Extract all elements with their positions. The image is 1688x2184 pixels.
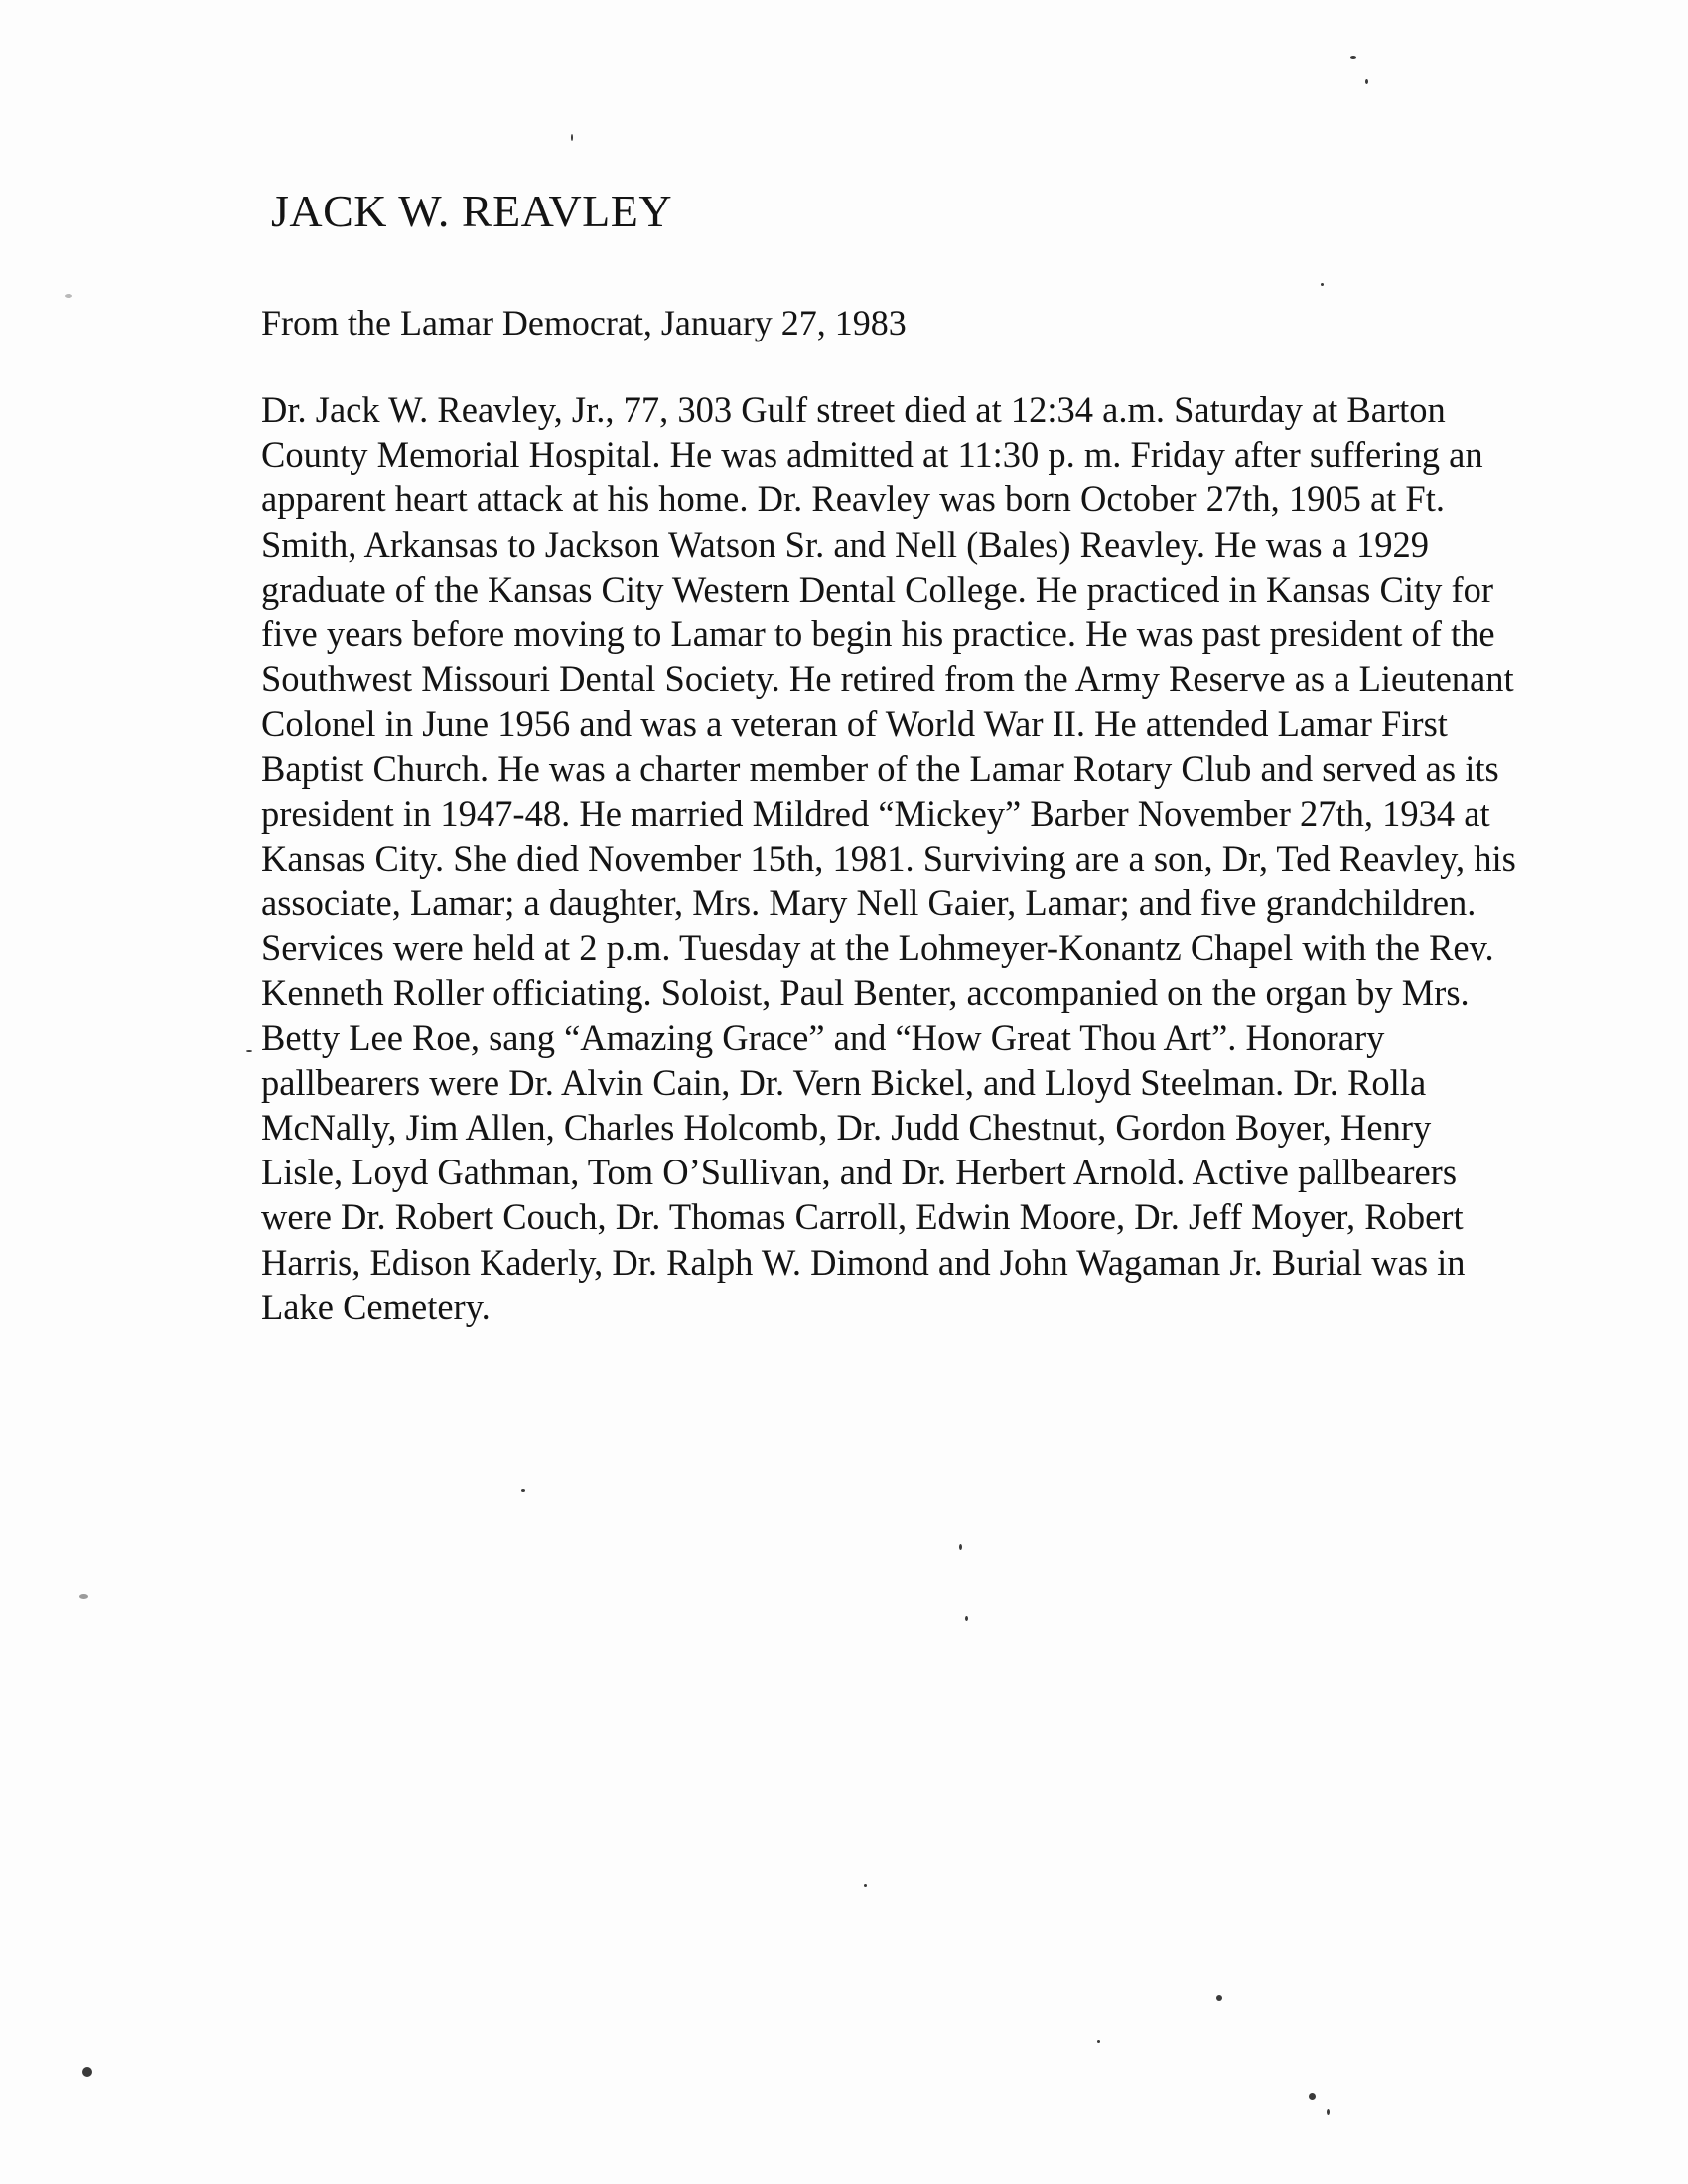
scan-speck bbox=[959, 1544, 962, 1550]
body-line: Colonel in June 1956 and was a veteran of World War II. He attended Lamar First bbox=[261, 703, 1448, 745]
body-line: apparent heart attack at his home. Dr. Reavley was born October 27th, 1905 at Ft. bbox=[261, 478, 1445, 520]
body-line: Harris, Edison Kaderly, Dr. Ralph W. Dimond and John Wagaman Jr. Burial was in bbox=[261, 1241, 1466, 1283]
body-line: were Dr. Robert Couch, Dr. Thomas Carroll, Edwin Moore, Dr. Jeff Moyer, Robert bbox=[261, 1196, 1464, 1238]
scan-speck bbox=[65, 294, 72, 298]
body-line: Kenneth Roller officiating. Soloist, Paul Benter, accompanied on the organ by Mrs. bbox=[261, 972, 1470, 1014]
body-line: pallbearers were Dr. Alvin Cain, Dr. Vern Bickel, and Lloyd Steelman. Dr. Rolla bbox=[261, 1061, 1427, 1103]
page-title: JACK W. REAVLEY bbox=[271, 186, 673, 236]
body-line: Lake Cemetery. bbox=[261, 1286, 491, 1327]
obituary-body bbox=[261, 387, 1671, 1329]
scan-speck bbox=[1327, 2109, 1330, 2115]
source-line: From the Lamar Democrat, January 27, 1983 bbox=[261, 303, 907, 342]
scan-speck bbox=[571, 134, 573, 141]
body-line: Lisle, Loyd Gathman, Tom O’Sullivan, and Dr. Herbert Arnold. Active pallbearers bbox=[261, 1152, 1458, 1193]
scan-speck bbox=[1216, 1995, 1222, 2001]
scan-speck bbox=[82, 2067, 92, 2077]
scan-speck bbox=[521, 1489, 525, 1492]
body-line: Baptist Church. He was a charter member of the Lamar Rotary Club and served as its bbox=[261, 748, 1499, 789]
body-line: Services were held at 2 p.m. Tuesday at the Lohmeyer-Konantz Chapel with the Rev. bbox=[261, 927, 1494, 969]
body-line: Kansas City. She died November 15th, 1981. Surviving are a son, Dr, Ted Reavley, his bbox=[261, 837, 1516, 879]
scan-speck bbox=[1321, 283, 1324, 286]
scan-speck bbox=[965, 1616, 968, 1621]
scan-speck bbox=[1309, 2093, 1316, 2100]
scan-speck bbox=[1365, 79, 1368, 84]
scan-speck bbox=[1097, 2040, 1100, 2043]
body-line: County Memorial Hospital. He was admitted at 11:30 p. m. Friday after suffering an bbox=[261, 434, 1483, 476]
body-line: Betty Lee Roe, sang “Amazing Grace” and “How Great Thou Art”. Honorary bbox=[261, 1017, 1385, 1058]
scan-speck bbox=[79, 1594, 88, 1599]
scan-speck bbox=[1350, 56, 1356, 59]
body-line: five years before moving to Lamar to begin his practice. He was past president of the bbox=[261, 613, 1495, 654]
body-line: Smith, Arkansas to Jackson Watson Sr. and Nell (Bales) Reavley. He was a 1929 bbox=[261, 523, 1430, 565]
body-line: president in 1947-48. He married Mildred “Mickey” Barber November 27th, 1934 at bbox=[261, 792, 1490, 834]
body-line: McNally, Jim Allen, Charles Holcomb, Dr. Judd Chestnut, Gordon Boyer, Henry bbox=[261, 1107, 1432, 1148]
body-line: Southwest Missouri Dental Society. He retired from the Army Reserve as a Lieutenant bbox=[261, 658, 1514, 700]
scan-speck bbox=[864, 1884, 867, 1887]
body-line: associate, Lamar; a daughter, Mrs. Mary Nell Gaier, Lamar; and five grandchildren. bbox=[261, 883, 1477, 924]
scan-speck bbox=[246, 1050, 252, 1052]
body-line: Dr. Jack W. Reavley, Jr., 77, 303 Gulf street died at 12:34 a.m. Saturday at Barton bbox=[261, 389, 1446, 430]
body-line: graduate of the Kansas City Western Dental College. He practiced in Kansas City for bbox=[261, 568, 1494, 610]
